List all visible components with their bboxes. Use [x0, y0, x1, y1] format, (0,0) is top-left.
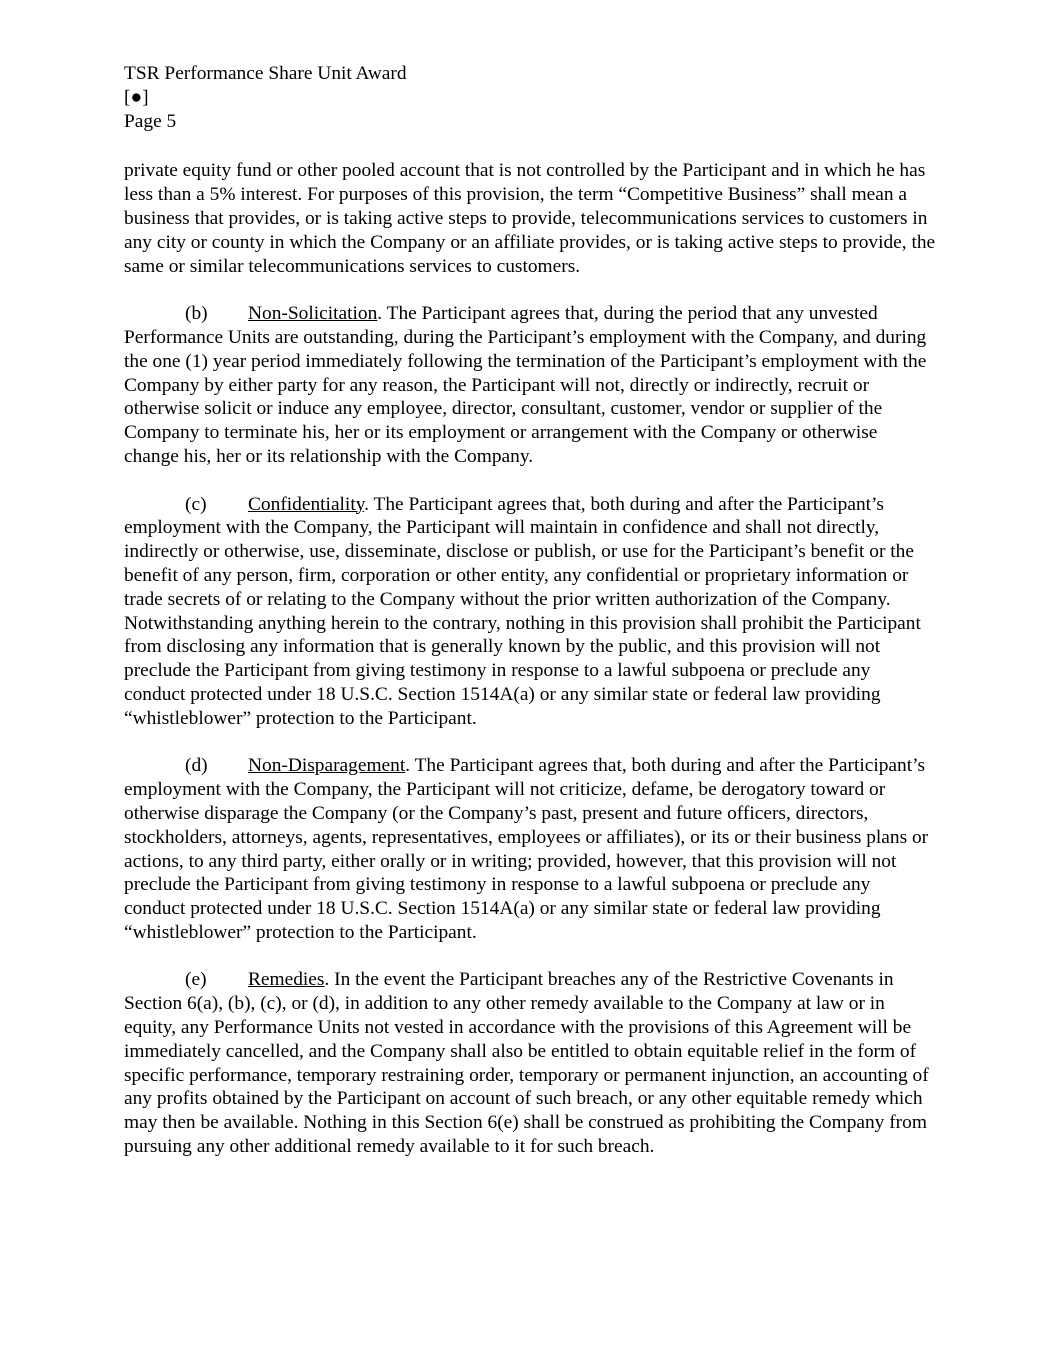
section-c-number: (c): [185, 493, 207, 515]
document-page: [124, 62, 936, 1159]
intro-paragraph: private equity fund or other pooled account that is not controlled by the Participant and in which he has less than a 5% interest. For purposes of this provision, the term “Competitive Business” shall mean a business that provides, or is taking active steps to provide, telecommunications services to customers in any city or county in which the Company or an affiliate provides, or is taking active steps to provide, the same or similar telecommunications services to customers.: [124, 160, 936, 277]
section-b-number: (b): [185, 303, 208, 325]
header-page-number: Page 5: [124, 110, 177, 132]
section-e-heading: Remedies: [248, 969, 325, 991]
section-d-number: (d): [185, 755, 208, 777]
section-c-heading: Confidentiality: [248, 493, 365, 515]
page-header: [124, 62, 936, 133]
section-d-heading: Non-Disparagement: [248, 755, 406, 777]
section-d-paragraph: [124, 754, 936, 944]
section-e-paragraph: [124, 968, 936, 1158]
section-b-heading: Non-Solicitation: [248, 303, 378, 325]
section-c-text: . The Participant agrees that, both during and after the Participant’s employment with the Company, the Participant will maintain in confidence and shall not directly, indirectly or otherwise, use, disseminate, disclose or publish, or use for the Participant’s benefit or the benefit of any person, firm, corporation or other entity, any confidential or proprietary information or trade secrets of or relating to the Company without the prior written authorization of the Company. Notwithstanding anything herein to the contrary, nothing in this provision shall prohibit the Participant from disclosing any information that is generally known by the public, and this provision will not preclude the Participant from giving testimony in response to a lawful subpoena or preclude any conduct protected under 18 U.S.C. Section 1514A(a) or any similar state or federal law providing “whistleblower” protection to the Participant.: [124, 493, 921, 729]
section-c-paragraph: [124, 493, 936, 731]
section-d-text: . The Participant agrees that, both during and after the Participant’s employment with the Company, the Participant will not criticize, defame, be derogatory toward or otherwise disparage the Company (or the Company’s past, present and future officers, directors, stockholders, attorneys, agents, representatives, employees or affiliates), or its or their business plans or actions, to any third party, either orally or in writing; provided, however, that this provision will not preclude the Participant from giving testimony in response to a lawful subpoena or preclude any conduct protected under 18 U.S.C. Section 1514A(a) or any similar state or federal law providing “whistleblower” protection to the Participant.: [124, 755, 929, 943]
header-title: TSR Performance Share Unit Award: [124, 63, 407, 84]
section-e-number: (e): [185, 969, 207, 991]
section-b-paragraph: [124, 302, 936, 469]
section-b-text: . The Participant agrees that, during the period that any unvested Performance Units are outstanding, during the Participant’s employment with the Company, and during the one (1) year period immediately following the termination of the Participant’s employment with the Company by either party for any reason, the Participant will not, directly or indirectly, recruit or otherwise solicit or induce any employee, director, consultant, customer, vendor or supplier of the Company to terminate his, her or its employment or arrangement with the Company or otherwise change his, her or its relationship with the Company.: [124, 303, 927, 467]
section-e-text: . In the event the Participant breaches any of the Restrictive Covenants in Section 6(a), (b), (c), or (d), in addition to any other remedy available to the Company at law or in equity, any Performance Units not vested in accordance with the provisions of this Agreement will be immediately cancelled, and the Company shall also be entitled to obtain equitable relief in the form of specific performance, temporary restraining order, temporary or permanent injunction, an accounting of any profits obtained by the Participant on account of such breach, or any other equitable remedy which may then be available. Nothing in this Section 6(e) shall be construed as prohibiting the Company from pursuing any other additional remedy available to it for such breach.: [124, 969, 929, 1158]
header-placeholder: [●]: [124, 86, 149, 108]
